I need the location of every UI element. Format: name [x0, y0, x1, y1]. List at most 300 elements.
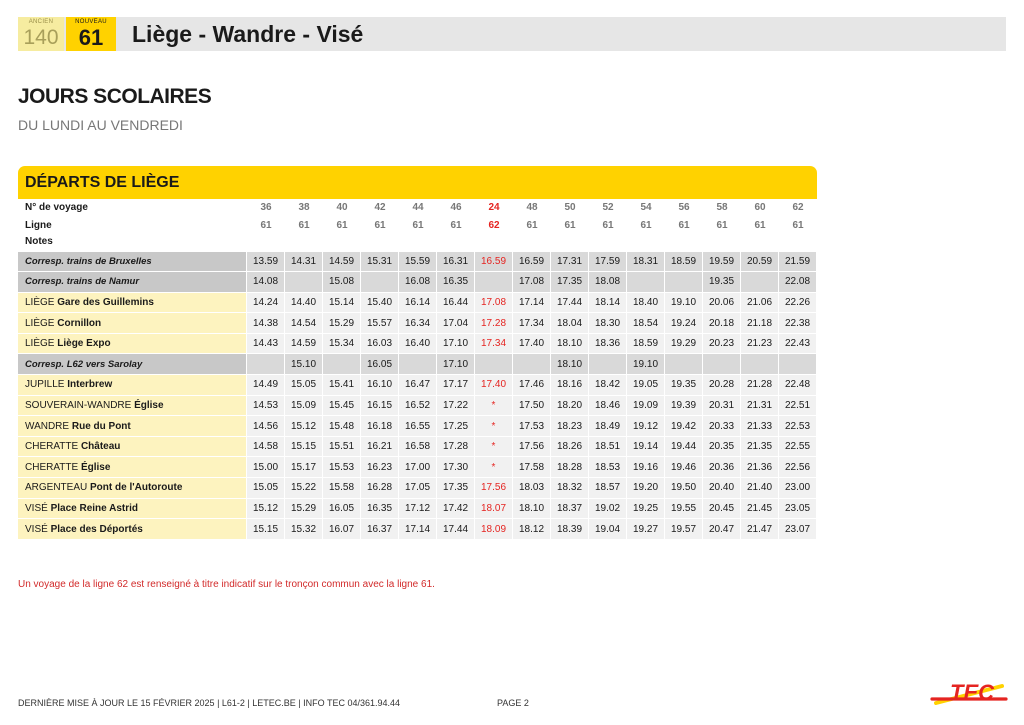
departure-time: 15.09 [285, 396, 323, 417]
meta-value: 62 [488, 219, 500, 231]
departure-time: 14.40 [285, 293, 323, 314]
departure-time: 18.08 [589, 272, 627, 293]
stop-locality: WANDRE [25, 420, 72, 432]
departure-time: 21.40 [741, 478, 779, 499]
departure-time: 17.10 [437, 354, 475, 375]
departure-time: 17.53 [513, 416, 551, 437]
departure-time: 17.35 [437, 478, 475, 499]
departure-time: 17.59 [589, 252, 627, 273]
departure-time: 23.00 [779, 478, 817, 499]
departure-time: 15.58 [323, 478, 361, 499]
departure-time [589, 354, 627, 375]
meta-value: 52 [602, 202, 614, 214]
new-line-number: 61 [78, 25, 104, 50]
departure-time: 21.45 [741, 499, 779, 520]
stop-locality: VISÉ [25, 523, 51, 535]
departure-time: 15.12 [285, 416, 323, 437]
departure-time: 19.02 [589, 499, 627, 520]
departure-time: 20.59 [741, 252, 779, 273]
departure-time: 16.07 [323, 519, 361, 540]
departure-time: 18.03 [513, 478, 551, 499]
meta-value: 24 [488, 202, 500, 214]
departure-time: 20.40 [703, 478, 741, 499]
departure-time: 16.35 [437, 272, 475, 293]
departure-time: 14.59 [285, 334, 323, 355]
stop-label [18, 437, 247, 458]
stop-label [18, 354, 247, 375]
departure-time: 19.46 [665, 457, 703, 478]
stop-label [18, 396, 247, 417]
departure-time [703, 354, 741, 375]
departure-time: 19.10 [665, 293, 703, 314]
connection-row [18, 354, 817, 375]
connection-row [18, 252, 817, 273]
meta-value: 62 [792, 202, 804, 214]
departure-time: 18.14 [589, 293, 627, 314]
departure-time: 16.40 [399, 334, 437, 355]
meta-value [247, 234, 285, 252]
old-line-number: 140 [23, 26, 59, 49]
page-number: PAGE 2 [497, 698, 529, 708]
meta-value: 61 [450, 219, 462, 231]
new-line-badge [66, 17, 116, 51]
departure-time: 16.05 [361, 354, 399, 375]
departure-time: 20.36 [703, 457, 741, 478]
departure-time [247, 354, 285, 375]
meta-label: N° de voyage [25, 202, 88, 214]
departure-time: 18.42 [589, 375, 627, 396]
departure-time: 18.53 [589, 457, 627, 478]
footnote: Un voyage de la ligne 62 est renseigné à titre indicatif sur le tronçon commun avec la ligne 61. [18, 579, 435, 590]
departure-time: 18.10 [513, 499, 551, 520]
departure-time: 19.50 [665, 478, 703, 499]
departure-time: 18.28 [551, 457, 589, 478]
departure-time: 17.44 [551, 293, 589, 314]
departure-time: 20.35 [703, 437, 741, 458]
departure-time: 15.32 [285, 519, 323, 540]
departure-time: 19.09 [627, 396, 665, 417]
departure-time: 16.14 [399, 293, 437, 314]
meta-value [323, 234, 361, 252]
meta-value: 48 [526, 202, 538, 214]
departure-time: 18.49 [589, 416, 627, 437]
old-line-label: ANCIEN [28, 19, 54, 25]
departure-time: 20.23 [703, 334, 741, 355]
departure-time: 19.59 [703, 252, 741, 273]
departure-time: 19.35 [665, 375, 703, 396]
meta-value [741, 234, 779, 252]
meta-value: 61 [602, 219, 614, 231]
departure-time: 19.24 [665, 313, 703, 334]
stop-name: Place des Déportés [50, 523, 143, 535]
departure-time: 18.59 [627, 334, 665, 355]
departure-time: 23.05 [779, 499, 817, 520]
stop-name: Gare des Guillemins [57, 296, 154, 308]
departure-time: 21.31 [741, 396, 779, 417]
departure-time: 17.31 [551, 252, 589, 273]
departure-time [285, 272, 323, 293]
departure-time: 18.10 [551, 334, 589, 355]
departure-time: 17.08 [513, 272, 551, 293]
departure-time: 18.46 [589, 396, 627, 417]
stop-name: Liège Expo [57, 338, 111, 350]
departure-time: 15.51 [323, 437, 361, 458]
section-subtitle: DU LUNDI AU VENDREDI [18, 117, 183, 133]
departure-time: 17.25 [437, 416, 475, 437]
meta-value: 58 [716, 202, 728, 214]
stop-label [18, 499, 247, 520]
route-title: Liège - Wandre - Visé [132, 21, 364, 47]
meta-value: 44 [412, 202, 424, 214]
departure-time: 18.57 [589, 478, 627, 499]
departure-time: 16.59 [475, 252, 513, 273]
departure-time: 22.08 [779, 272, 817, 293]
meta-value [361, 234, 399, 252]
departure-time: 14.56 [247, 416, 285, 437]
meta-value: 61 [526, 219, 538, 231]
meta-value [665, 234, 703, 252]
departure-time: 19.35 [703, 272, 741, 293]
stop-locality: LIÈGE [25, 338, 58, 350]
stop-label [18, 252, 247, 273]
departure-time [361, 272, 399, 293]
meta-value [437, 234, 475, 252]
stop-row [18, 396, 817, 417]
departure-time: 19.44 [665, 437, 703, 458]
departure-time [399, 354, 437, 375]
stop-locality: ARGENTEAU [25, 482, 91, 494]
departure-time: 14.53 [247, 396, 285, 417]
meta-row [18, 234, 817, 252]
departure-time: 18.51 [589, 437, 627, 458]
departure-time: * [475, 437, 513, 458]
departure-time [475, 354, 513, 375]
stop-locality: JUPILLE [25, 379, 68, 391]
meta-row [18, 199, 817, 217]
departure-time: 17.00 [399, 457, 437, 478]
departure-time: 16.34 [399, 313, 437, 334]
departure-time: 16.58 [399, 437, 437, 458]
departure-time: 17.14 [399, 519, 437, 540]
departure-time: 17.44 [437, 519, 475, 540]
new-line-label: NOUVEAU [75, 19, 107, 25]
departure-time: 22.56 [779, 457, 817, 478]
departure-time: 16.28 [361, 478, 399, 499]
departure-time: 19.29 [665, 334, 703, 355]
departure-time: 18.20 [551, 396, 589, 417]
departure-time: 15.57 [361, 313, 399, 334]
departure-time: 14.31 [285, 252, 323, 273]
meta-value: 46 [450, 202, 462, 214]
departure-time: 15.22 [285, 478, 323, 499]
departure-time: 17.34 [513, 313, 551, 334]
departure-time: 17.28 [437, 437, 475, 458]
departure-time: 16.35 [361, 499, 399, 520]
departure-time: 18.12 [513, 519, 551, 540]
departure-time: 15.00 [247, 457, 285, 478]
departure-time: 19.42 [665, 416, 703, 437]
section-title: JOURS SCOLAIRES [18, 85, 212, 108]
departure-time: 16.47 [399, 375, 437, 396]
meta-value: 61 [336, 219, 348, 231]
timetable [18, 199, 817, 540]
departure-time: 14.58 [247, 437, 285, 458]
stop-name: Interbrew [67, 379, 113, 391]
departure-time: 14.24 [247, 293, 285, 314]
departure-time: 16.05 [323, 499, 361, 520]
departure-time [665, 354, 703, 375]
departure-time: 17.40 [475, 375, 513, 396]
meta-value [513, 234, 551, 252]
meta-row [18, 217, 817, 235]
departure-time: 19.20 [627, 478, 665, 499]
departure-time [741, 354, 779, 375]
meta-value [399, 234, 437, 252]
stop-label [18, 457, 247, 478]
departure-time: 18.59 [665, 252, 703, 273]
departure-time: 15.17 [285, 457, 323, 478]
stop-row [18, 375, 817, 396]
departure-time: 18.39 [551, 519, 589, 540]
departure-time: * [475, 457, 513, 478]
meta-value: 38 [298, 202, 310, 214]
departure-time: 17.30 [437, 457, 475, 478]
departure-time: 19.12 [627, 416, 665, 437]
departure-time: 18.31 [627, 252, 665, 273]
stop-label [18, 375, 247, 396]
meta-value [589, 234, 627, 252]
meta-value [475, 234, 513, 252]
stop-name: Place Reine Astrid [50, 502, 139, 514]
departure-time: 16.23 [361, 457, 399, 478]
departure-time: 15.12 [247, 499, 285, 520]
departure-time: 18.40 [627, 293, 665, 314]
stop-name: Cornillon [57, 317, 102, 329]
departure-time: 15.31 [361, 252, 399, 273]
departure-time: 15.53 [323, 457, 361, 478]
departure-time: 18.16 [551, 375, 589, 396]
departure-time [627, 272, 665, 293]
departure-time: 15.05 [247, 478, 285, 499]
footer-info: DERNIÈRE MISE À JOUR LE 15 FÉVRIER 2025 | L61-2 | LETEC.BE | INFO TEC 04/361.94.44 [18, 698, 400, 708]
meta-value: 61 [678, 219, 690, 231]
meta-value: 60 [754, 202, 766, 214]
departure-time: 21.23 [741, 334, 779, 355]
departure-time: 20.31 [703, 396, 741, 417]
meta-value: 61 [412, 219, 424, 231]
departure-time: 23.07 [779, 519, 817, 540]
stop-name: Église [80, 461, 111, 473]
meta-value: 54 [640, 202, 652, 214]
meta-value [627, 234, 665, 252]
departure-time: 17.05 [399, 478, 437, 499]
departure-time: 16.21 [361, 437, 399, 458]
departure-time: 16.10 [361, 375, 399, 396]
departure-time: 16.18 [361, 416, 399, 437]
meta-value [779, 234, 817, 252]
meta-value: 61 [716, 219, 728, 231]
old-line-badge [18, 17, 64, 51]
departure-time [323, 354, 361, 375]
departure-time: 19.57 [665, 519, 703, 540]
meta-value [285, 234, 323, 252]
stop-label [18, 334, 247, 355]
departure-time: 21.28 [741, 375, 779, 396]
departure-time: 18.23 [551, 416, 589, 437]
meta-value: 61 [564, 219, 576, 231]
departure-time: 19.04 [589, 519, 627, 540]
stop-label [18, 478, 247, 499]
departure-time: 17.35 [551, 272, 589, 293]
departure-time: 21.35 [741, 437, 779, 458]
departure-time: 17.10 [437, 334, 475, 355]
departure-time: 20.28 [703, 375, 741, 396]
departure-time [475, 272, 513, 293]
departure-time [779, 354, 817, 375]
meta-value: 61 [640, 219, 652, 231]
departure-time: 18.07 [475, 499, 513, 520]
stop-label [18, 272, 247, 293]
stop-name: Pont de l'Autoroute [90, 482, 183, 494]
departure-time: 19.14 [627, 437, 665, 458]
departure-time: 20.47 [703, 519, 741, 540]
departure-time: 18.10 [551, 354, 589, 375]
departure-time: 15.29 [323, 313, 361, 334]
departure-time: 22.38 [779, 313, 817, 334]
departure-time: 15.40 [361, 293, 399, 314]
departure-time: 15.34 [323, 334, 361, 355]
departure-time: 21.18 [741, 313, 779, 334]
stop-row [18, 478, 817, 499]
departure-time: 16.55 [399, 416, 437, 437]
timetable-title: DÉPARTS DE LIÈGE [25, 174, 180, 191]
stop-name: Corresp. trains de Bruxelles [25, 255, 152, 267]
meta-label: Notes [25, 236, 53, 248]
departure-time: 22.55 [779, 437, 817, 458]
departure-time: 16.59 [513, 252, 551, 273]
departure-time: 18.30 [589, 313, 627, 334]
departure-time: 21.33 [741, 416, 779, 437]
departure-time: 17.34 [475, 334, 513, 355]
departure-time: 15.41 [323, 375, 361, 396]
departure-time: 19.27 [627, 519, 665, 540]
departure-time: 16.52 [399, 396, 437, 417]
departure-time: 18.54 [627, 313, 665, 334]
stop-row [18, 334, 817, 355]
stop-label [18, 313, 247, 334]
departure-time: 16.03 [361, 334, 399, 355]
departure-time: 17.28 [475, 313, 513, 334]
departure-time: 15.14 [323, 293, 361, 314]
departure-time: 20.33 [703, 416, 741, 437]
stop-name: Église [134, 399, 164, 411]
departure-time: 15.59 [399, 252, 437, 273]
departure-time: 17.12 [399, 499, 437, 520]
departure-time: 18.09 [475, 519, 513, 540]
departure-time: 20.06 [703, 293, 741, 314]
stop-name: Corresp. trains de Namur [25, 276, 140, 288]
stop-row [18, 519, 817, 540]
departure-time: 13.59 [247, 252, 285, 273]
meta-value: 61 [792, 219, 804, 231]
departure-time: 18.04 [551, 313, 589, 334]
departure-time [741, 272, 779, 293]
timetable-header [18, 166, 817, 199]
departure-time: 14.49 [247, 375, 285, 396]
departure-time: * [475, 396, 513, 417]
departure-time: 18.37 [551, 499, 589, 520]
meta-value: 50 [564, 202, 576, 214]
departure-time: 17.42 [437, 499, 475, 520]
stop-locality: CHERATTE [25, 461, 81, 473]
departure-time: 14.54 [285, 313, 323, 334]
meta-value: 36 [260, 202, 272, 214]
departure-time: 21.47 [741, 519, 779, 540]
logo-text: TEC [950, 680, 994, 705]
departure-time: 15.45 [323, 396, 361, 417]
stop-locality: SOUVERAIN-WANDRE [25, 399, 135, 411]
departure-time: 19.16 [627, 457, 665, 478]
stop-row [18, 437, 817, 458]
departure-time: 22.51 [779, 396, 817, 417]
departure-time: 17.14 [513, 293, 551, 314]
departure-time: 14.08 [247, 272, 285, 293]
departure-time: 21.36 [741, 457, 779, 478]
departure-time: 17.40 [513, 334, 551, 355]
stop-name: Château [80, 441, 121, 453]
departure-time: 17.22 [437, 396, 475, 417]
departure-time: 22.53 [779, 416, 817, 437]
departure-time: 16.15 [361, 396, 399, 417]
departure-time: 17.50 [513, 396, 551, 417]
departure-time: 15.10 [285, 354, 323, 375]
departure-time: 14.59 [323, 252, 361, 273]
stop-name: Rue du Pont [71, 420, 131, 432]
meta-value: 61 [298, 219, 310, 231]
departure-time: 15.08 [323, 272, 361, 293]
departure-time: 20.45 [703, 499, 741, 520]
departure-time: 15.48 [323, 416, 361, 437]
departure-time: 17.56 [513, 437, 551, 458]
departure-time: 19.10 [627, 354, 665, 375]
meta-value: 61 [374, 219, 386, 231]
departure-time: 17.08 [475, 293, 513, 314]
departure-time [513, 354, 551, 375]
stop-locality: LIÈGE [25, 317, 58, 329]
departure-time: 19.25 [627, 499, 665, 520]
meta-value: 40 [336, 202, 348, 214]
departure-time: 21.06 [741, 293, 779, 314]
departure-time: 16.37 [361, 519, 399, 540]
meta-value: 42 [374, 202, 386, 214]
departure-time: 16.08 [399, 272, 437, 293]
departure-time: 15.15 [285, 437, 323, 458]
departure-time: 17.46 [513, 375, 551, 396]
stop-locality: VISÉ [25, 502, 51, 514]
departure-time: 15.15 [247, 519, 285, 540]
meta-value [551, 234, 589, 252]
departure-time: 16.31 [437, 252, 475, 273]
departure-time [665, 272, 703, 293]
departure-time: 17.04 [437, 313, 475, 334]
stop-label [18, 416, 247, 437]
departure-time: 19.05 [627, 375, 665, 396]
stop-row [18, 499, 817, 520]
meta-value: 56 [678, 202, 690, 214]
stop-locality: CHERATTE [25, 441, 81, 453]
departure-time: 17.17 [437, 375, 475, 396]
departure-time: * [475, 416, 513, 437]
